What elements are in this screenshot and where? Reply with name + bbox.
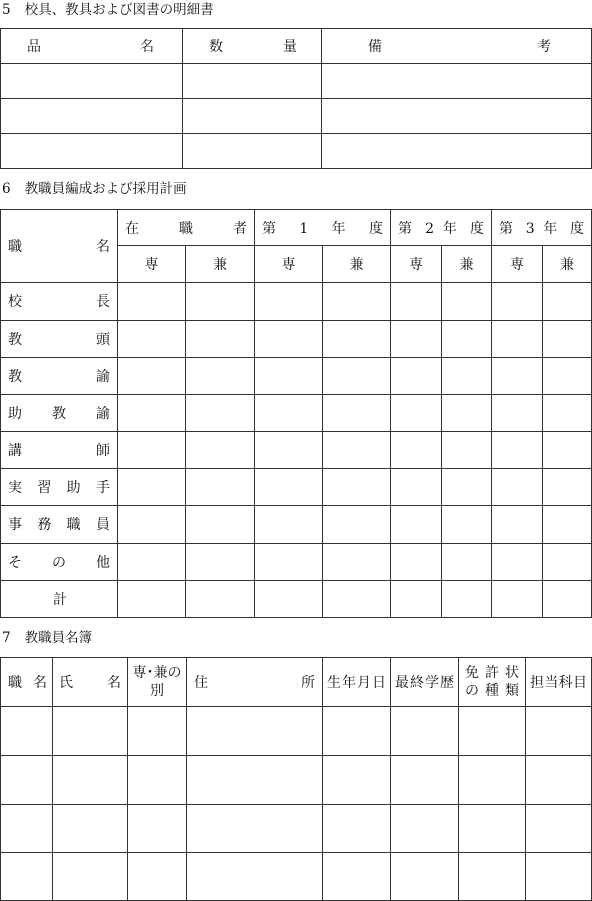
- cell-quantity[interactable]: [183, 64, 322, 99]
- section-5-title: [2, 2, 214, 18]
- cell[interactable]: [118, 283, 186, 320]
- cell[interactable]: [118, 357, 186, 394]
- section-5-number: 5: [2, 2, 11, 18]
- cell[interactable]: [526, 805, 592, 853]
- cell[interactable]: [186, 506, 255, 543]
- cell[interactable]: [1, 805, 53, 853]
- section-6-number: 6: [2, 181, 11, 197]
- row-label-total: 計: [1, 580, 118, 617]
- cell[interactable]: [255, 283, 323, 320]
- cell[interactable]: [391, 394, 442, 431]
- cell[interactable]: [323, 283, 391, 320]
- cell[interactable]: [323, 357, 391, 394]
- header-education: 最終学歴: [391, 658, 459, 707]
- cell[interactable]: [323, 394, 391, 431]
- row-label-vice-principal: 教 頭: [1, 320, 118, 357]
- header-fulltime-line2: 別: [150, 683, 164, 699]
- cell[interactable]: [391, 432, 442, 469]
- staff-roster-table: [0, 657, 592, 901]
- cell[interactable]: [442, 357, 492, 394]
- cell[interactable]: [492, 580, 543, 617]
- subheader-fulltime: 専: [255, 246, 323, 283]
- table-row: [1, 134, 592, 169]
- cell[interactable]: [526, 853, 592, 901]
- equipment-table: [0, 28, 592, 169]
- cell-remarks[interactable]: [322, 64, 592, 99]
- table-row-total: [1, 580, 592, 617]
- cell[interactable]: [391, 543, 442, 580]
- cell[interactable]: [492, 543, 543, 580]
- cell[interactable]: [391, 469, 442, 506]
- cell[interactable]: [543, 543, 592, 580]
- header-item-name: 品 名: [1, 29, 183, 64]
- header-year-3: 第 3 年 度: [492, 210, 592, 246]
- cell[interactable]: [186, 580, 255, 617]
- cell[interactable]: [391, 506, 442, 543]
- cell[interactable]: [1, 853, 53, 901]
- cell[interactable]: [543, 357, 592, 394]
- cell[interactable]: [255, 357, 323, 394]
- staffing-plan-table: [0, 209, 592, 618]
- cell[interactable]: [391, 580, 442, 617]
- cell-quantity[interactable]: [183, 134, 322, 169]
- cell[interactable]: [323, 707, 391, 756]
- cell[interactable]: [543, 580, 592, 617]
- cell[interactable]: [187, 707, 323, 756]
- cell[interactable]: [543, 320, 592, 357]
- cell[interactable]: [323, 580, 391, 617]
- cell[interactable]: [255, 320, 323, 357]
- cell[interactable]: [442, 469, 492, 506]
- cell[interactable]: [459, 707, 526, 756]
- header-license-line2: の 種 類: [465, 683, 519, 699]
- section-6-title: [2, 181, 187, 197]
- cell[interactable]: [186, 469, 255, 506]
- cell[interactable]: [492, 432, 543, 469]
- cell[interactable]: [391, 756, 459, 805]
- header-license-line1: 免 許 状: [465, 665, 519, 681]
- header-fulltime-parttime: [128, 658, 187, 707]
- table-row: [1, 707, 592, 756]
- cell[interactable]: [459, 853, 526, 901]
- cell[interactable]: [442, 394, 492, 431]
- cell[interactable]: [442, 432, 492, 469]
- cell[interactable]: [492, 320, 543, 357]
- cell[interactable]: [1, 756, 53, 805]
- cell[interactable]: [459, 805, 526, 853]
- cell[interactable]: [187, 853, 323, 901]
- row-label-assistant-teacher: 助 教 諭: [1, 394, 118, 431]
- cell[interactable]: [128, 707, 187, 756]
- cell[interactable]: [186, 283, 255, 320]
- cell[interactable]: [53, 805, 128, 853]
- cell[interactable]: [186, 320, 255, 357]
- cell[interactable]: [492, 469, 543, 506]
- table-row: [1, 320, 592, 357]
- header-name: 氏 名: [53, 658, 128, 707]
- cell[interactable]: [255, 469, 323, 506]
- section-7-number: 7: [2, 630, 11, 646]
- cell[interactable]: [255, 432, 323, 469]
- row-label-lecturer: 講 師: [1, 432, 118, 469]
- cell[interactable]: [323, 805, 391, 853]
- cell-remarks[interactable]: [322, 99, 592, 134]
- cell[interactable]: [255, 506, 323, 543]
- cell[interactable]: [323, 469, 391, 506]
- cell[interactable]: [186, 357, 255, 394]
- header-subject: 担当科目: [526, 658, 592, 707]
- subheader-fulltime: 専: [391, 246, 442, 283]
- row-label-principal: 校 長: [1, 283, 118, 320]
- cell[interactable]: [543, 506, 592, 543]
- row-label-lab-assistant: 実習助手: [1, 469, 118, 506]
- cell[interactable]: [128, 853, 187, 901]
- header-position: 職 名: [1, 210, 118, 283]
- cell[interactable]: [323, 853, 391, 901]
- cell[interactable]: [187, 756, 323, 805]
- cell-quantity[interactable]: [183, 99, 322, 134]
- cell[interactable]: [186, 394, 255, 431]
- cell[interactable]: [323, 543, 391, 580]
- table-row: [1, 99, 592, 134]
- cell[interactable]: [391, 853, 459, 901]
- table-row: [1, 432, 592, 469]
- header-license: [459, 658, 526, 707]
- cell[interactable]: [1, 707, 53, 756]
- cell[interactable]: [53, 707, 128, 756]
- cell[interactable]: [526, 756, 592, 805]
- table-row: [1, 543, 592, 580]
- cell[interactable]: [442, 506, 492, 543]
- table-row: [1, 469, 592, 506]
- header-birthdate: 生年月日: [323, 658, 391, 707]
- cell[interactable]: [128, 805, 187, 853]
- cell[interactable]: [391, 707, 459, 756]
- cell-item-name[interactable]: [1, 134, 183, 169]
- cell-item-name[interactable]: [1, 64, 183, 99]
- cell[interactable]: [255, 580, 323, 617]
- row-label-office-staff: 事務職員: [1, 506, 118, 543]
- subheader-fulltime: 専: [492, 246, 543, 283]
- cell-remarks[interactable]: [322, 134, 592, 169]
- cell[interactable]: [492, 357, 543, 394]
- cell[interactable]: [442, 320, 492, 357]
- table-row: [1, 756, 592, 805]
- cell[interactable]: [543, 283, 592, 320]
- table-row: [1, 357, 592, 394]
- row-label-teacher: 教 諭: [1, 357, 118, 394]
- section-7-heading: 教職員名簿: [24, 630, 93, 646]
- cell[interactable]: [323, 432, 391, 469]
- cell-item-name[interactable]: [1, 99, 183, 134]
- cell[interactable]: [323, 756, 391, 805]
- cell[interactable]: [543, 432, 592, 469]
- cell[interactable]: [323, 506, 391, 543]
- cell[interactable]: [492, 506, 543, 543]
- subheader-parttime: 兼: [442, 246, 492, 283]
- cell[interactable]: [391, 357, 442, 394]
- cell[interactable]: [492, 283, 543, 320]
- section-5-heading: 校具、教具および図書の明細書: [24, 2, 214, 18]
- table-row: [1, 805, 592, 853]
- cell[interactable]: [323, 320, 391, 357]
- table-row: [1, 853, 592, 901]
- cell[interactable]: [186, 432, 255, 469]
- header-current-staff: 在 職 者: [118, 210, 255, 246]
- section-6-heading: 教職員編成および採用計画: [24, 181, 187, 197]
- table-row: [1, 394, 592, 431]
- subheader-parttime: 兼: [543, 246, 592, 283]
- cell[interactable]: [391, 320, 442, 357]
- cell[interactable]: [118, 580, 186, 617]
- cell[interactable]: [442, 580, 492, 617]
- table-row: [1, 283, 592, 320]
- cell[interactable]: [492, 394, 543, 431]
- header-year-1: 第 1 年 度: [255, 210, 391, 246]
- table-row: [1, 64, 592, 99]
- cell[interactable]: [442, 283, 492, 320]
- cell[interactable]: [186, 543, 255, 580]
- table-row: [1, 506, 592, 543]
- cell[interactable]: [118, 320, 186, 357]
- cell[interactable]: [53, 756, 128, 805]
- section-7-title: [2, 630, 92, 646]
- subheader-parttime: 兼: [186, 246, 255, 283]
- header-address: 住 所: [187, 658, 323, 707]
- cell[interactable]: [391, 805, 459, 853]
- header-year-2: 第 2 年 度: [391, 210, 492, 246]
- row-label-other: そ の 他: [1, 543, 118, 580]
- cell[interactable]: [442, 543, 492, 580]
- cell[interactable]: [459, 756, 526, 805]
- subheader-parttime: 兼: [323, 246, 391, 283]
- header-remarks: 備 考: [322, 29, 592, 64]
- cell[interactable]: [187, 805, 323, 853]
- cell[interactable]: [118, 543, 186, 580]
- cell[interactable]: [118, 469, 186, 506]
- cell[interactable]: [543, 394, 592, 431]
- header-fulltime-line1: 専･兼の: [132, 665, 182, 681]
- header-quantity: 数 量: [183, 29, 322, 64]
- cell[interactable]: [53, 853, 128, 901]
- header-role: 職 名: [1, 658, 53, 707]
- cell[interactable]: [543, 469, 592, 506]
- cell[interactable]: [128, 756, 187, 805]
- cell[interactable]: [526, 707, 592, 756]
- cell[interactable]: [118, 432, 186, 469]
- cell[interactable]: [118, 394, 186, 431]
- cell[interactable]: [255, 543, 323, 580]
- cell[interactable]: [391, 283, 442, 320]
- cell[interactable]: [255, 394, 323, 431]
- cell[interactable]: [118, 506, 186, 543]
- subheader-fulltime: 専: [118, 246, 186, 283]
